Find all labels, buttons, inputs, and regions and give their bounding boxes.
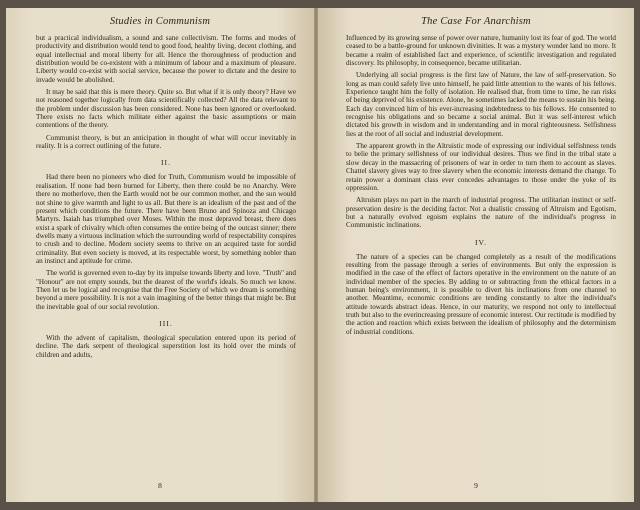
page-number: 8 <box>158 481 162 490</box>
paragraph: With the advent of capitalism, theological speculation entered upon its period of decline. The dark serpent of theological superstition lost its hold over the minds of children and adults, <box>36 333 296 359</box>
paragraph: Underlying all social progress is the first law of Nature, the law of self-preservation. So long as man could safely live unto himself, he paid little attention to the wants of his fellows. Experience taught him the folly of isolation. He realised that, from time to time, he ran risks of being deprived of his existence. Alone, he sometimes lacked the means to sustain his being. Each day convinced him of his ever-increasing indebtedness to his fellows. He consented to recognise his obligations and so became a social animal. But it was self-interest which dictated his growth in wisdom and in understanding and in moral righteousness. Selfishness lies at the root of all social and industrial development. <box>346 71 616 138</box>
paragraph: Influenced by its growing sense of power over nature, humanity lost its fear of god. The world ceased to be a battle-ground for unknown divinities. It was a mystery wonder land no more. It became a realm of established fact and experience, of scientific investigation and regulated discovery. Its philosophy, in consequence, became utilitarian. <box>346 34 616 68</box>
right-page-text <box>346 34 616 472</box>
right-page <box>318 8 634 502</box>
left-page-text <box>36 34 296 472</box>
paragraph: but a practical individualism, a sound and sane collectivism. The forms and modes of productivity and distribution would tend to good food, healthy living, decent clothing, and equal intellectual and moral liberty for all. Hence the thoroughness of production and distribution would be co-existent with a minimum of labour and a maximum of pleasure. Liberty would co-exist with social service, because the power to dictate and the desire to invade would be abolished. <box>36 34 296 84</box>
paragraph: The apparent growth in the Altruistic mode of expressing our individual selfishness tends to belie the primary selfishness of our individual desires. Thus we find in the tribal state a slow decay in the massacring of prisoners of war in order to turn them to account as slaves. Chattel slavery gives way to free slavery when the economic interests demand the change. To retain power a dominant class ever concedes advantages to those under the yoke of its oppression. <box>346 142 616 192</box>
section-heading: IV. <box>475 237 487 247</box>
page-number: 9 <box>474 481 478 490</box>
section-heading: III. <box>159 318 173 328</box>
right-running-head: The Case For Anarchism <box>421 16 531 27</box>
paragraph: Altruism plays no part in the march of industrial progress. The utilitarian instinct or self-preservation desire is the deciding factor. Not a dualistic crossing of Altruism and Egotism, but a naturally evolved egoism explains the nature of the individual's progress in Communistic inclinations. <box>346 196 616 230</box>
paragraph: The nature of a species can be changed completely as a result of the modifications resulting from the passage through a series of environments. But only the expression is modified in the case of the effect of factors operative in the environment on the nature of an individual member of the species. By adding to or subtracting from the ethical factors in a human being's environment, it is possible to divert his inclinations from one channel to another. Meantime, economic conditions are tending constantly to alter the individual's attitude towards abstract ideas. Hence, in our maturity, we respond not only to intellectual truth but also to the everincreasing pressure of economic interest. Our rectitude is modified by the action and reaction which exists between the idealism of philosophy and the determinism of industrial conditions. <box>346 252 616 336</box>
paragraph: Communist theory, is but an anticipation in thought of what will occur inevitably in reality. It is a correct outlining of the future. <box>36 133 296 151</box>
paragraph: The world is governed even to-day by its impulse towards liberty and love. "Truth" and "Honour" are not empty sounds, but the dearest of the world's ideals. So much we know. Then let us be logical and recognise that the Free Society of which we dream is something beyond a mere possibility. It is not a vain imagining of the better things that might be. But the inevitable goal of our social revolution. <box>36 269 296 311</box>
paragraph: It may be said that this is mere theory. Quite so. But what if it is only theory? Have we not reasoned together logically from data scientifically collected? All the data relevant to the problem under discussion has been considered. None has been ignored or overlooked. There exists no facts which militate either against the basic assumptions or main contentions of the theory. <box>36 88 296 130</box>
left-running-head: Studies in Communism <box>109 16 211 27</box>
left-page <box>6 8 314 502</box>
section-heading: II. <box>161 158 171 168</box>
paragraph: Had there been no pioneers who died for Truth, Communism would be impossible of realisation. If none had been burned for Liberty, then there could be no Anarchy. Were there no motherlove, then the Earth would not be our common mother, and the sun would not shine to give warmth and light to us all. But there is an idealism of the past and of the present which conditions the future. There have been Bruno and Spinoza and Chicago Martyrs. Isaiah has triumphed over Moses. Within the most depraved breast, there does exist a spark of chivalry which often consumes the entire being of the outcast sinner; there dwells many a virtuous inclination which the surrounding world of respectability conspires to crush and to decline. Modern society seems to thrive on an acquired taste for sordid criminality. But even society is moved, at its respectable worst, by something nobler than an instinct and aptitude for crime. <box>36 173 296 265</box>
